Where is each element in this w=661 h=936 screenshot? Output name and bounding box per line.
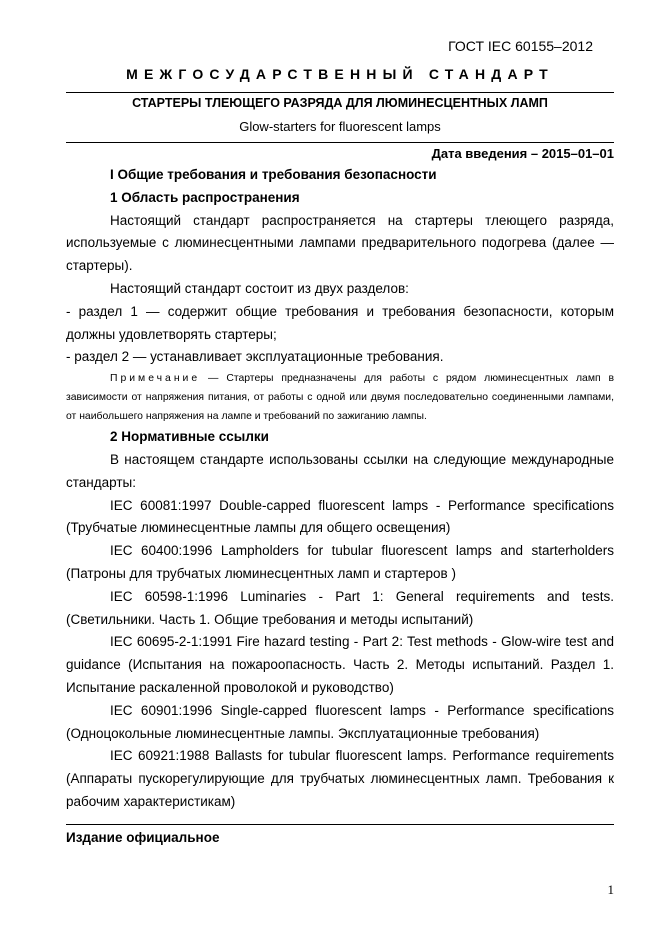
section2-heading: 2 Нормативные ссылки [110,429,269,445]
section1-heading: 1 Область распространения [110,189,300,205]
footer-rule [66,824,614,825]
document-body [66,164,614,814]
structure-paragraph: Настоящий стандарт состоит из двух разделов: [110,280,409,296]
note-label: Примечание [110,373,201,385]
reference-item: IEC 60901:1996 Single-capped fluorescent lamps - Performance specifications (Одноцокольные люминесцентные лампы. Эксплуатационные требования) [66,702,614,741]
reference-item: IEC 60695-2-1:1991 Fire hazard testing - Part 2: Test methods - Glow-wire test and guidance (Испытания на пожароопасность. Часть 2. Методы испытаний. Раздел 1. Испытание раскаленной проволокой и руководство) [66,634,614,695]
header-rule [66,92,614,93]
note-text: — Стартеры предназначены для работы с рядом люминесцентных ламп в зависимости от напряжения питания, от работы с одной или двумя последовательно соединенными лампами, от наибольшего напряжения на лампе и требований по зажиганию лампы. [66,373,614,423]
scope-paragraph: Настоящий стандарт распространяется на стартеры тлеющего разряда, используемые с люминесцентными лампами предварительного подогрева (далее — стартеры). [66,212,614,274]
part1-heading: I Общие требования и требования безопасности [110,167,437,182]
introduction-date: Дата введения – 2015–01–01 [431,146,614,161]
title-russian: СТАРТЕРЫ ТЛЕЮЩЕГО РАЗРЯДА ДЛЯ ЛЮМИНЕСЦЕНТНЫХ ЛАМП [132,96,548,110]
edition-label: Издание официальное [66,830,220,845]
reference-item: IEC 60400:1996 Lampholders for tubular fluorescent lamps and starterholders (Патроны для трубчатых люминесцентных ламп и стартеров ) [66,543,614,581]
list-item-part1: - раздел 1 — содержит общие требования и требования безопасности, которым должны удовлетворять стартеры; [66,303,614,342]
title-rule [66,142,614,143]
page-number: 1 [607,882,614,897]
list-item-part2: - раздел 2 — устанавливает эксплуатационные требования. [66,349,444,365]
standard-type: МЕЖГОСУДАРСТВЕННЫЙ СТАНДАРТ [126,66,554,82]
reference-item: IEC 60081:1997 Double-capped fluorescent lamps - Performance specifications (Трубчатые люминесцентные лампы для общего освещения) [66,497,614,536]
references-intro: В настоящем стандарте использованы ссылки на следующие международные стандарты: [66,451,614,490]
standard-code: ГОСТ IEC 60155–2012 [448,38,593,54]
title-english: Glow-starters for fluorescent lamps [239,119,441,134]
note-paragraph [66,369,614,426]
reference-item: IEC 60921:1988 Ballasts for tubular fluorescent lamps. Performance requirements (Аппараты пускорегулирующие для трубчатых люминесцентных ламп. Требования к рабочим характеристикам) [66,748,614,809]
reference-item: IEC 60598-1:1996 Luminaries - Part 1: General requirements and tests. (Светильники. Часть 1. Общие требования и методы испытаний) [66,588,614,627]
